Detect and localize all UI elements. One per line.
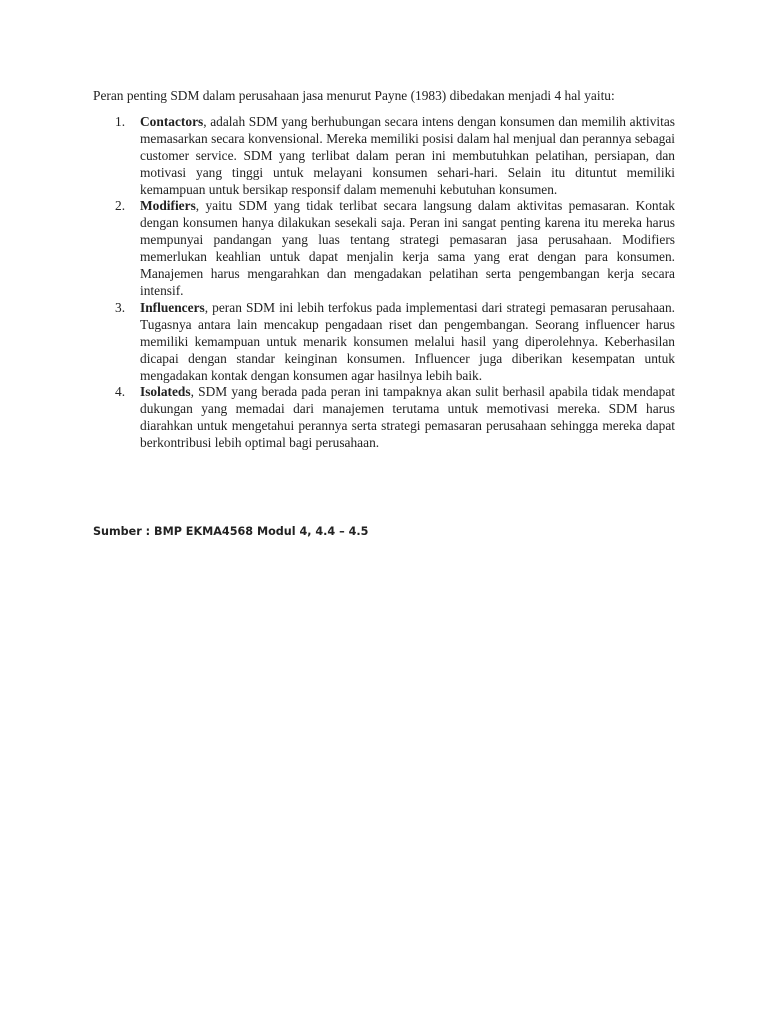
- list-item-number: 4.: [115, 384, 126, 400]
- list-item-modifiers: [93, 198, 675, 299]
- list-item-term: Influencers: [140, 299, 205, 315]
- list-item-term: Isolateds: [140, 384, 191, 400]
- list-item-term: Contactors: [140, 113, 204, 129]
- list-item-number: 1.: [115, 113, 126, 129]
- list-item-text: , SDM yang berada pada peran ini tampaknya akan sulit berhasil apabila tidak mendapat dukungan yang memadai dari manajemen terutama untuk memotivasi mereka. SDM harus diarahkan untuk mengetahui perannya serta strategi pemasaran perusahaan sehingga mereka dapat berkontribusi lebih optimal bagi perusahaan.: [140, 384, 675, 451]
- list-item-isolateds: [93, 384, 675, 452]
- list-item-number: 3.: [115, 299, 126, 315]
- source-citation: Sumber : BMP EKMA4568 Modul 4, 4.4 – 4.5: [93, 525, 369, 538]
- list-item-contactors: [93, 114, 675, 199]
- list-item-influencers: [93, 300, 675, 385]
- document-body: [93, 88, 675, 452]
- list-item-number: 2.: [115, 198, 126, 214]
- intro-paragraph: Peran penting SDM dalam perusahaan jasa menurut Payne (1983) dibedakan menjadi 4 hal yaitu:: [93, 88, 615, 103]
- list-item-text: , peran SDM ini lebih terfokus pada implementasi dari strategi pemasaran perusahaan. Tugasnya antara lain mencakup pengadaan riset dan pengembangan. Seorang influencer harus memiliki kemampuan untuk menarik konsumen melalui hasil yang diperolehnya. Keberhasilan dicapai dengan standar keinginan konsumen. Influencer juga diberikan kesempatan untuk mengadakan kontak dengan konsumen agar hasilnya lebih baik.: [140, 299, 675, 383]
- list-item-text: , adalah SDM yang berhubungan secara intens dengan konsumen dan memilih aktivitas memasarkan secara konvensional. Mereka memiliki posisi dalam hal menjual dan perannya sebagai customer service. SDM yang terlibat dalam peran ini membutuhkan pelatihan, persiapan, dan motivasi yang tinggi untuk melayani konsumen sehari-hari. Selain itu dituntut memiliki kemampuan untuk bersikap responsif dalam memenuhi kebutuhan konsumen.: [140, 113, 675, 197]
- roles-list: [93, 114, 675, 452]
- list-item-text: , yaitu SDM yang tidak terlibat secara langsung dalam aktivitas pemasaran. Kontak dengan konsumen hanya dilakukan sesekali saja. Peran ini sangat penting karena itu mereka harus mempunyai pandangan yang luas tentang strategi pemasaran jasa perusahaan. Modifiers memerlukan keahlian untuk dapat menjalin kerja sama yang erat dengan para konsumen. Manajemen harus mengarahkan dan mengadakan pelatihan serta pengembangan kerja secara intensif.: [140, 198, 675, 298]
- list-item-term: Modifiers: [140, 198, 196, 214]
